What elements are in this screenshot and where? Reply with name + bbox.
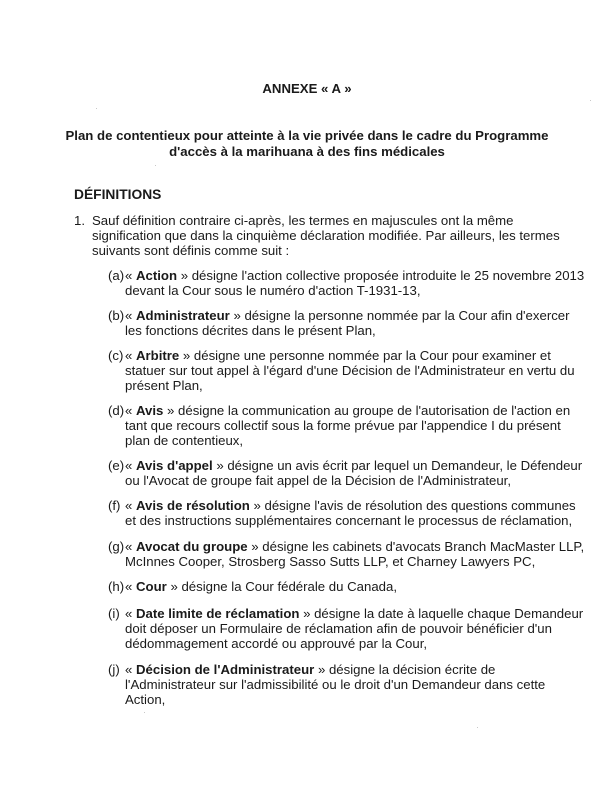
definition-term: Arbitre [136, 348, 180, 363]
definition-term: Administrateur [136, 308, 230, 323]
definition-letter: (a) [108, 268, 125, 283]
scan-speck [144, 712, 145, 713]
scan-speck [590, 100, 591, 101]
definition-item-avis-d-appel: (e) « Avis d'appel » désigne un avis écrit par lequel un Demandeur, le Défendeur ou l'Avocat de groupe fait appel de la Décision de l'Administrateur, [108, 458, 583, 489]
definition-item-avocat-du-groupe: (g) « Avocat du groupe » désigne les cabinets d'avocats Branch MacMaster LLP, McInnes Cooper, Strosberg Sasso Sutts LLP, et Charney Lawyers PC, [108, 539, 585, 570]
scan-speck [96, 108, 97, 109]
plan-title-line-2: d'accès à la marihuana à des fins médicales [169, 143, 445, 159]
definition-letter: (j) [108, 662, 120, 677]
definition-text: désigne l'avis de résolution des questions communes et des instructions supplémentaires concernant le processus de réclamation, [125, 498, 576, 529]
definition-item-avis: (d) « Avis » désigne la communication au groupe de l'autorisation de l'action en tant que recours collectif sous la forme prévue par l'appendice I du présent plan de contentieux, [108, 403, 571, 449]
definition-text: désigne l'action collective proposée introduite le 25 novembre 2013 devant la Cour sous le numéro d'action T-1931-13, [125, 268, 585, 299]
definition-item-date-limite: (i) « Date limite de réclamation » désigne la date à laquelle chaque Demandeur doit déposer un Formulaire de réclamation afin de pouvoir bénéficier d'un dédommagement accordé ou approuvé par la Cour, [108, 606, 584, 652]
definition-item-action: (a) « Action » désigne l'action collective proposée introduite le 25 novembre 2013 devant la Cour sous le numéro d'action T-1931-13, [108, 268, 585, 299]
definition-letter: (c) [108, 348, 124, 363]
definition-term: Avocat du groupe [136, 539, 248, 554]
definition-letter: (d) [108, 403, 125, 418]
definition-text: désigne la personne nommée par la Cour afin d'exercer les fonctions décrites dans le présent Plan, [125, 308, 570, 339]
definition-term: Décision de l'Administrateur [136, 662, 315, 677]
section-heading-definitions: DÉFINITIONS [74, 187, 162, 202]
definition-letter: (g) [108, 539, 125, 554]
definition-term: Date limite de réclamation [136, 606, 300, 621]
definition-letter: (h) [108, 579, 125, 594]
definition-text: désigne une personne nommée par la Cour pour examiner et statuer sur tout appel à l'égard d'une Décision de l'Administrateur en vertu du présent Plan, [125, 348, 575, 394]
definition-term: Avis d'appel [136, 458, 213, 473]
definition-text: désigne les cabinets d'avocats Branch MacMaster LLP, McInnes Cooper, Strosberg Sasso Sutts LLP, et Charney Lawyers PC, [125, 539, 585, 570]
paragraph-1 [74, 213, 574, 259]
definition-letter: (i) [108, 606, 120, 621]
definition-text: désigne la décision écrite de l'Administrateur sur l'admissibilité ou le droit d'un Demandeur dans cette Action, [125, 662, 546, 708]
definition-term: Cour [136, 579, 167, 594]
annex-title: ANNEXE « A » [262, 81, 352, 96]
definition-letter: (f) [108, 498, 121, 513]
definition-item-decision-administrateur: (j) « Décision de l'Administrateur » désigne la décision écrite de l'Administrateur sur l'admissibilité ou le droit d'un Demandeur dans cette Action, [108, 662, 546, 708]
definition-text: désigne la communication au groupe de l'autorisation de l'action en tant que recours collectif sous la forme prévue par l'appendice I du présent plan de contentieux, [125, 403, 571, 449]
definition-term: Avis de résolution [136, 498, 250, 513]
plan-title-line-1: Plan de contentieux pour atteinte à la vie privée dans le cadre du Programme [65, 128, 549, 143]
definition-text: désigne la date à laquelle chaque Demandeur doit déposer un Formulaire de réclamation afin de pouvoir bénéficier d'un dédommagement accordé ou approuvé par la Cour, [125, 606, 584, 652]
paragraph-text: Sauf définition contraire ci-après, les termes en majuscules ont la même signification que dans la cinquième déclaration modifiée. Par ailleurs, les termes suivants sont définis comme suit : [92, 213, 560, 259]
definition-item-administrateur: (b) « Administrateur » désigne la personne nommée par la Cour afin d'exercer les fonctions décrites dans le présent Plan, [108, 308, 570, 339]
definition-text: désigne un avis écrit par lequel un Demandeur, le Défendeur ou l'Avocat de groupe fait appel de la Décision de l'Administrateur, [125, 458, 583, 489]
scan-speck [155, 165, 156, 166]
definition-term: Action [136, 268, 178, 283]
definition-item-cour: (h) « Cour » désigne la Cour fédérale du Canada, [108, 579, 397, 594]
definition-item-arbitre: (c) « Arbitre » désigne une personne nommée par la Cour pour examiner et statuer sur tout appel à l'égard d'une Décision de l'Administrateur en vertu du présent Plan, [108, 348, 575, 394]
definition-letter: (b) [108, 308, 125, 323]
definition-text: désigne la Cour fédérale du Canada, [177, 579, 397, 594]
definition-letter: (e) [108, 458, 125, 473]
plan-title [60, 128, 554, 159]
scan-speck [477, 727, 478, 728]
definition-item-avis-de-resolution: (f) « Avis de résolution » désigne l'avis de résolution des questions communes et des instructions supplémentaires concernant le processus de réclamation, [108, 498, 576, 529]
paragraph-number: 1. [74, 213, 85, 228]
definition-term: Avis [136, 403, 164, 418]
